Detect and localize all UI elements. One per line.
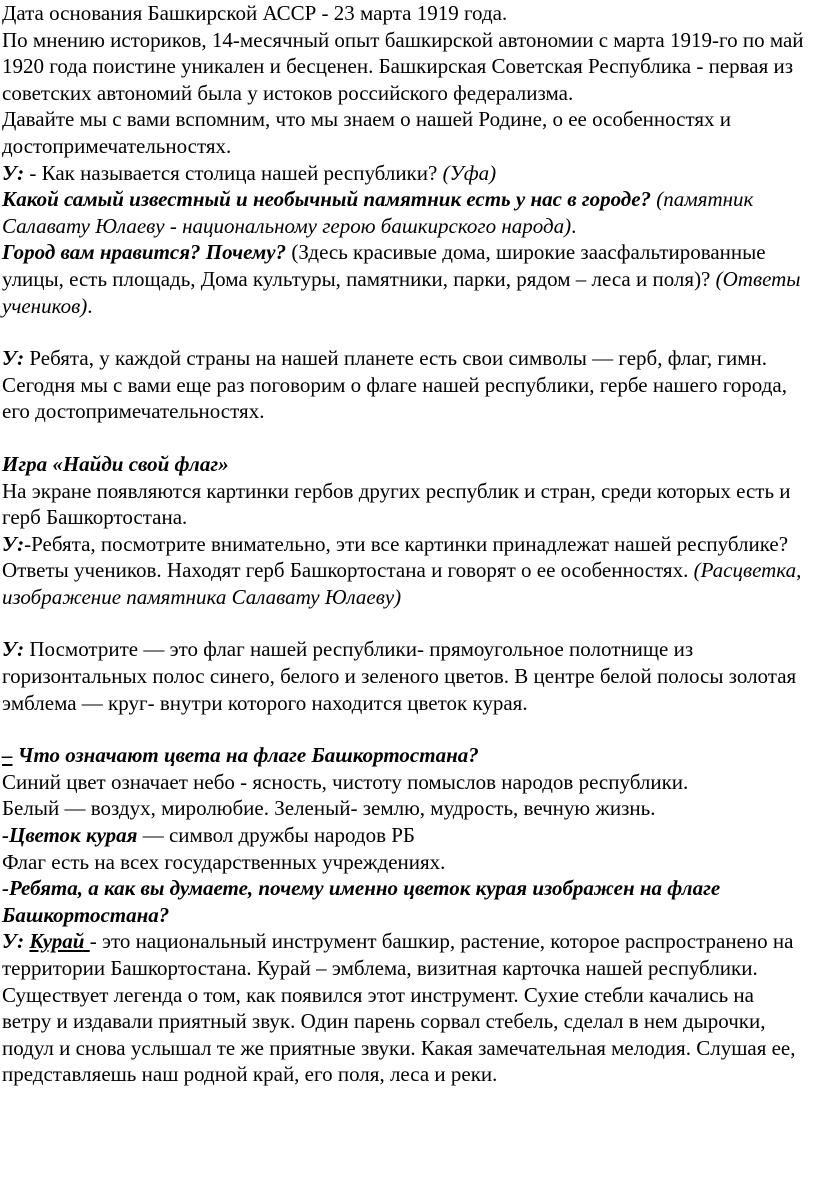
speaker-label: У: bbox=[2, 637, 25, 662]
colors-question: – Что означают цвета на флаге Башкортостана? bbox=[2, 743, 479, 768]
recall-paragraph: Давайте мы с вами вспомним, что мы знаем о нашей Родине, о ее особенностях и достопримечательностях. bbox=[2, 107, 732, 158]
answer-text: (Уфа) bbox=[442, 160, 497, 185]
historians-paragraph: По мнению историков, 14-месячный опыт башкирской автономии с марта 1919-го по май 1920 года поистине уникален и бесценен. Башкирская Советская Республика - первая из советских автономий была у истоков российского федерализма. bbox=[2, 27, 804, 105]
kurai-symbol: -Цветок курая — символ дружбы народов РБ bbox=[2, 823, 415, 848]
dash-mark: – bbox=[2, 743, 13, 768]
speaker-label: У: bbox=[2, 929, 25, 954]
founding-date-paragraph: Дата основания Башкирской АССР - 23 марта 1919 года. bbox=[2, 1, 508, 25]
answer-text: (памятник Салавату Юлаеву - национальному герою башкирского народа) bbox=[2, 187, 754, 238]
game-title: Игра «Найди свой флаг» bbox=[2, 451, 229, 476]
flag-everywhere: Флаг есть на всех государственных учреждениях. bbox=[2, 849, 446, 874]
game-question: У:-Ребята, посмотрите внимательно, эти все картинки принадлежат нашей республике? bbox=[2, 531, 789, 556]
colors-blue: Синий цвет означает небо - ясность, чистоту помыслов народов республики. bbox=[2, 769, 689, 794]
speaker-label: У: bbox=[2, 160, 25, 185]
kurai-legend: У: Курай - это национальный инструмент башкир, растение, которое распространено на территории Башкортостана. Курай – эмблема, визитная карточка нашей республики. Существует легенда о том, как появился этот инструмент. Сухие стебли качались на ветру и издавали приятный звук. Один парень сорвал стебель, сделал в нем дырочки, подул и снова услышал те же приятные звуки. Какая замечательная мелодия. Слушая ее, представляешь наш родной край, его поля, леса и реки. bbox=[2, 929, 796, 1087]
speaker-label: У: bbox=[2, 531, 25, 556]
paragraph-gap bbox=[2, 610, 808, 636]
answer-text: (Расцветка, изображение памятника Салавату Юлаеву) bbox=[2, 558, 802, 609]
paragraph-gap bbox=[2, 319, 808, 345]
why-question: -Ребята, а как вы думаете, почему именно цветок курая изображен на флаге Башкортостана? bbox=[2, 876, 721, 927]
answer-text: (Ответы учеников) bbox=[2, 266, 801, 318]
question-text: Город вам нравится? Почему? bbox=[2, 240, 287, 265]
game-answer: Ответы учеников. Находят герб Башкортостана и говорят о ее особенностях. (Расцветка, изображение памятника Салавату Юлаеву) bbox=[2, 558, 802, 609]
question-city: Город вам нравится? Почему? (Здесь красивые дома, широкие заасфальтированные улицы, есть площадь, Дома культуры, памятники, парки, рядом – леса и поля)? (Ответы учеников). bbox=[2, 240, 801, 318]
paragraph-gap bbox=[2, 716, 808, 742]
question-capital: У: - Как называется столица нашей республики? (Уфа) bbox=[2, 160, 497, 185]
flag-description: У: Посмотрите — это флаг нашей республики- прямоугольное полотнище из горизонтальных полос синего, белого и зеленого цветов. В центре белой полосы золотая эмблема — круг- внутри которого находится цветок курая. bbox=[2, 637, 797, 715]
question-monument: Какой самый известный и необычный памятник есть у нас в городе? (памятник Салавату Юлаеву - национальному герою башкирского народа). bbox=[2, 187, 754, 238]
symbols-paragraph: У: Ребята, у каждой страны на нашей планете есть свои символы — герб, флаг, гимн. Сегодня мы с вами еще раз поговорим о флаге нашей республики, гербе нашего города, его достопримечательностях. bbox=[2, 346, 787, 424]
question-text: Какой самый известный и необычный памятник есть у нас в городе? bbox=[2, 187, 652, 212]
kurai-term: Курай bbox=[29, 929, 90, 954]
game-description: На экране появляются картинки гербов других республик и стран, среди которых есть и герб Башкортостана. bbox=[2, 478, 791, 530]
paragraph-gap bbox=[2, 425, 808, 451]
document-page bbox=[2, 0, 808, 1088]
speaker-label: У: bbox=[2, 346, 25, 371]
colors-white-green: Белый — воздух, миролюбие. Зеленый- землю, мудрость, вечную жизнь. bbox=[2, 796, 656, 821]
